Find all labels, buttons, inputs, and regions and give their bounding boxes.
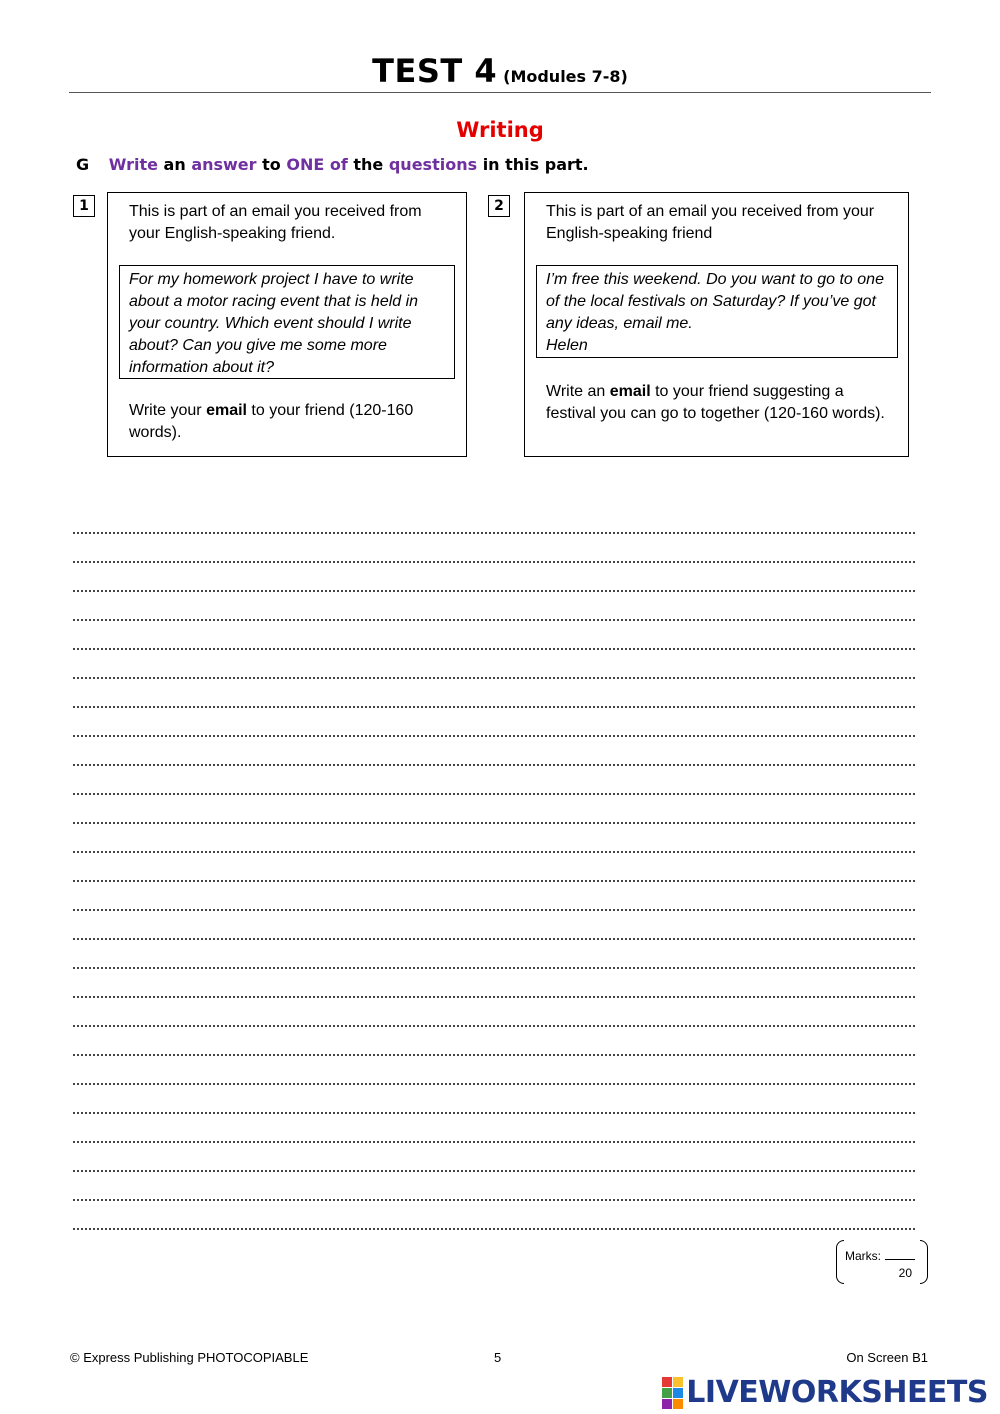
logo-square bbox=[673, 1399, 683, 1409]
answer-line[interactable] bbox=[73, 621, 915, 650]
task-bold: email bbox=[609, 383, 651, 400]
liveworksheets-logo bbox=[662, 1375, 988, 1410]
answer-line[interactable] bbox=[73, 853, 915, 882]
page-title bbox=[0, 52, 1000, 90]
answer-line[interactable] bbox=[73, 534, 915, 563]
answer-line[interactable] bbox=[73, 1172, 915, 1201]
instruction-word: to bbox=[262, 155, 281, 174]
answer-line[interactable] bbox=[73, 824, 915, 853]
answer-line[interactable] bbox=[73, 708, 915, 737]
footer-book-title: On Screen B1 bbox=[846, 1350, 928, 1365]
email-signature-2: Helen bbox=[546, 337, 588, 354]
answer-line[interactable] bbox=[73, 1056, 915, 1085]
answer-line[interactable] bbox=[73, 650, 915, 679]
logo-text: LIVEWORKSHEETS bbox=[686, 1375, 988, 1410]
task-bold: email bbox=[206, 402, 247, 419]
test-title: TEST 4 bbox=[372, 52, 498, 90]
answer-line[interactable] bbox=[73, 969, 915, 998]
answer-line[interactable] bbox=[73, 882, 915, 911]
instruction-word: the bbox=[353, 155, 384, 174]
instruction-word: an bbox=[163, 155, 186, 174]
question-box-1[interactable] bbox=[107, 192, 467, 457]
marks-blank[interactable] bbox=[885, 1259, 915, 1260]
marks-total: 20 bbox=[898, 1266, 912, 1280]
title-divider bbox=[69, 92, 931, 93]
instruction-letter: G bbox=[76, 155, 90, 174]
question-number-1: 1 bbox=[73, 195, 95, 217]
footer-page-number: 5 bbox=[494, 1350, 502, 1365]
logo-square bbox=[673, 1388, 683, 1398]
question-intro-1: This is part of an email you received from your English-speaking friend. bbox=[129, 203, 422, 242]
question-task-2 bbox=[546, 381, 886, 425]
task-text: to your friend suggesting a festival you can go to together (120-160 words). bbox=[546, 383, 885, 422]
question-intro-2: This is part of an email you received from your English-speaking friend bbox=[546, 203, 875, 242]
task-text: Write an bbox=[546, 383, 610, 400]
answer-line[interactable] bbox=[73, 795, 915, 824]
logo-squares-icon bbox=[662, 1377, 683, 1409]
test-subtitle: (Modules 7-8) bbox=[503, 67, 628, 86]
logo-square bbox=[662, 1388, 672, 1398]
task-text: to your friend (120-160 words). bbox=[129, 402, 414, 441]
answer-line[interactable] bbox=[73, 563, 915, 592]
marks-box bbox=[836, 1240, 928, 1284]
marks-right-bracket bbox=[920, 1240, 928, 1284]
answer-line[interactable] bbox=[73, 1201, 915, 1230]
question-task-1 bbox=[129, 400, 449, 444]
answer-line[interactable] bbox=[73, 679, 915, 708]
answer-line[interactable] bbox=[73, 737, 915, 766]
footer-copyright: © Express Publishing PHOTOCOPIABLE bbox=[70, 1350, 309, 1365]
question-box-2[interactable] bbox=[524, 192, 909, 457]
logo-square bbox=[662, 1377, 672, 1387]
answer-line[interactable] bbox=[73, 998, 915, 1027]
answer-area[interactable] bbox=[73, 505, 915, 1230]
section-title: Writing bbox=[456, 118, 544, 142]
email-quote-1: For my homework project I have to write about a motor racing event that is held in your country. Which event should I write about? Can you give me some more information about it? bbox=[129, 271, 419, 376]
answer-line[interactable] bbox=[73, 1027, 915, 1056]
answer-line[interactable] bbox=[73, 1143, 915, 1172]
instruction-word: in this part. bbox=[482, 155, 589, 174]
answer-line[interactable] bbox=[73, 592, 915, 621]
logo-square bbox=[673, 1377, 683, 1387]
task-text: Write your bbox=[129, 402, 207, 419]
answer-line[interactable] bbox=[73, 1085, 915, 1114]
marks-label-row bbox=[845, 1249, 915, 1263]
answer-line[interactable] bbox=[73, 940, 915, 969]
answer-line[interactable] bbox=[73, 1114, 915, 1143]
answer-line[interactable] bbox=[73, 505, 915, 534]
email-excerpt-2 bbox=[536, 265, 898, 358]
question-number-2: 2 bbox=[488, 195, 510, 217]
instruction-word: Write bbox=[108, 155, 158, 174]
marks-left-bracket bbox=[836, 1240, 844, 1284]
instruction-word: questions bbox=[388, 155, 478, 174]
email-excerpt-1 bbox=[119, 265, 455, 379]
logo-square bbox=[662, 1399, 672, 1409]
instruction-word: answer bbox=[191, 155, 257, 174]
instruction-word: ONE of bbox=[286, 155, 348, 174]
email-quote-2: I’m free this weekend. Do you want to go to one of the local festivals on Saturday? If you’ve got any ideas, email me. bbox=[546, 271, 884, 332]
instruction bbox=[76, 155, 589, 174]
answer-line[interactable] bbox=[73, 911, 915, 940]
answer-line[interactable] bbox=[73, 766, 915, 795]
marks-label: Marks: bbox=[845, 1249, 881, 1263]
